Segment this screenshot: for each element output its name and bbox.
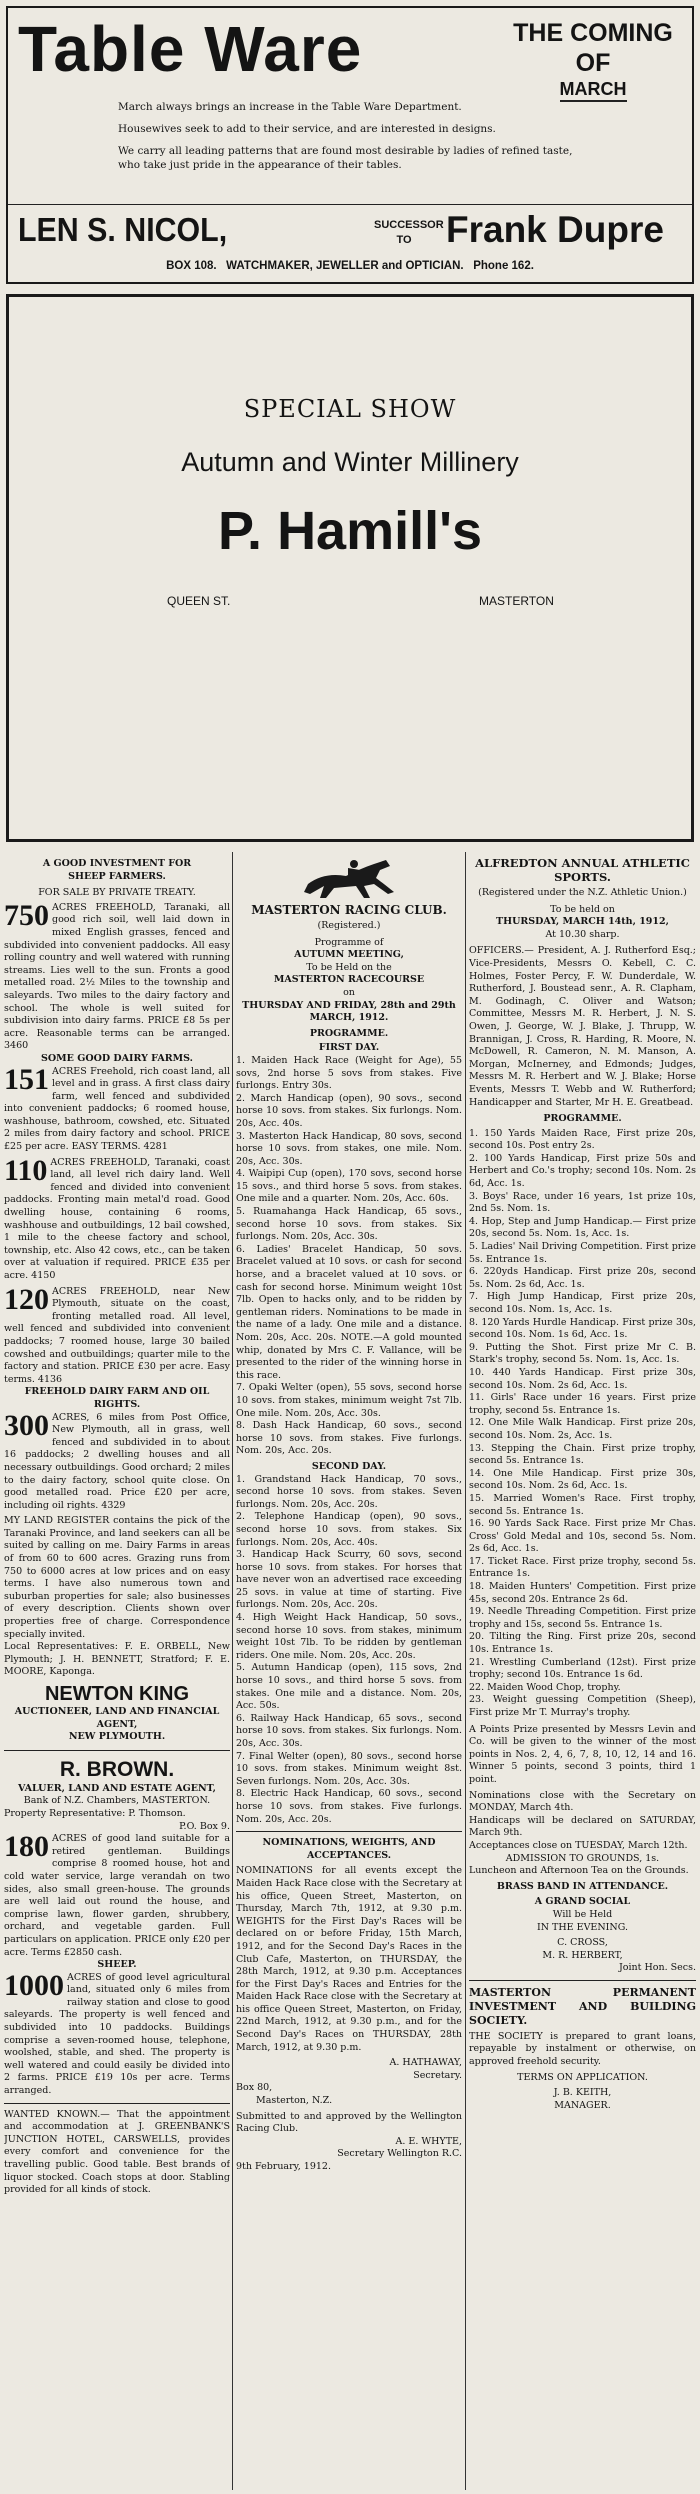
listing-text: ACRES Freehold, rich coast land, all level and in grass. A first class dairy farm, well fenced and subdivided into convenient paddocks; 6 roomed house, washhouse, bathroom, cowshed, etc. Situated 2 miles from dairy factory and school. PRICE £25 per acre. EASY TERMS. 4281 xyxy=(4,1065,230,1153)
sports-event: 20. Tilting the Ring. First prize 20s, second 10s. Entrance 1s. xyxy=(469,1631,696,1656)
sports-event: 4. Hop, Step and Jump Handicap.— First prize 20s, second 5s. Nom. 1s, Acc. 1s. xyxy=(469,1215,696,1240)
hamill-street: QUEEN ST. xyxy=(167,594,231,608)
sports-event: 22. Maiden Wood Chop, trophy. xyxy=(469,1681,621,1693)
brown-rep: Property Representative: P. Thomson. xyxy=(4,1807,186,1819)
dupre-name: Frank Dupre xyxy=(446,209,664,250)
acreage-180: 180 xyxy=(4,1830,49,1864)
grand-social: A GRAND SOCIAL xyxy=(534,1896,631,1908)
sports-events xyxy=(469,1128,696,1720)
brass-band: BRASS BAND IN ATTENDANCE. xyxy=(496,1880,669,1892)
private-treaty: FOR SALE BY PRIVATE TREATY. xyxy=(38,887,196,899)
race-event: 4. Waipipi Cup (open), 170 sovs, second horse 15 sovs., and third horse 5 sovs. from stakes. One mile and a quarter. Nom. 20s, Acc. 60s. xyxy=(236,1168,462,1205)
sports-event: 16. 90 Yards Sack Race. First prize Mr Chas. Cross' Gold Medal and 10s, second 5s. Nom. 2s 6d, Acc. 1s. xyxy=(469,1518,696,1555)
in-the-evening: IN THE EVENING. xyxy=(536,1921,629,1933)
coming-line: THE COMING OF xyxy=(513,19,673,77)
listing-text: ACRES of good land suitable for a retired gentleman. Buildings comprise 8 roomed house, hot and cold water service, large verandah on two sides, also small green-house. The grounds are well laid out round the house, and comprise lawn, flower garden, shrubbery, orchard, and vegetable garden. Full particulars on application. PRICE only £20 per acre. Terms £2850 cash. xyxy=(4,1833,230,1958)
race-event: 6. Railway Hack Handicap, 65 sovs., second horse 10 sovs. from stakes. Six furlongs. Nom. 20s, Acc. 30s. xyxy=(236,1712,462,1749)
millinery-line: Autumn and Winter Millinery xyxy=(181,447,519,477)
coming-of-march xyxy=(498,18,688,102)
prog-on: on xyxy=(343,986,355,998)
sports-event: 13. Stepping the Chain. First prize trophy, second 5s. Entrance 1s. xyxy=(469,1442,696,1467)
dairy-heading: SOME GOOD DAIRY FARMS. xyxy=(41,1052,193,1064)
sports-event: 17. Ticket Race. First prize trophy, second 5s. Entrance 1s. xyxy=(469,1555,696,1580)
listing-110 xyxy=(4,1153,230,1283)
sports-event: 7. High Jump Handicap, First prize 20s, second 10s. Nom. 1s, Acc. 1s. xyxy=(469,1291,696,1315)
club-registered: (Registered.) xyxy=(317,920,381,931)
held-on: To be held on xyxy=(550,903,615,915)
tableware-title: Table Ware xyxy=(18,13,363,85)
divider xyxy=(4,1750,230,1751)
keith-name: J. B. KEITH, xyxy=(553,2087,612,2099)
special-show: SPECIAL SHOW xyxy=(243,395,457,423)
listing-text: ACRES FREEHOLD, Taranaki, coast land, all level rich dairy land. Well fenced and divided into convenient paddocks. Fronting main metal'd road. Good dwelling house, containing 6 rooms, washhouse and outbuildings, 12 bail cowshed, 1 mile to the cheese factory and school, township, etc. Also 42 cows, etc., can be taken over at valuation if required. PRICE £35 per acre. 4150 xyxy=(4,1156,230,1281)
column-land-agents xyxy=(4,852,230,2490)
listing-300 xyxy=(4,1408,230,1513)
sports-programme: PROGRAMME. xyxy=(543,1113,622,1125)
tableware-para: Housewives seek to add to their service, and are interested in designs. xyxy=(118,123,496,135)
hamill-town: MASTERTON xyxy=(479,594,554,608)
sports-date: THURSDAY, MARCH 14th, 1912, xyxy=(496,916,669,928)
programme-heading: PROGRAMME. xyxy=(309,1027,389,1039)
sports-event: 12. One Mile Walk Handicap. First prize 20s, second 10s. Nom. 2s, Acc. 1s. xyxy=(469,1417,696,1441)
race-event: 8. Electric Hack Handicap, 60 sovs., second horse 10 sovs. from stakes. Five furlongs. Nom. 20s, Acc. 20s. xyxy=(236,1788,462,1825)
acreage-1000: 1000 xyxy=(4,1968,64,2002)
listing-text: ACRES FREEHOLD, Taranaki, all good rich soil, well laid down in mixed English grasses, fenced and subdivided into convenient paddocks. All easy rolling country and well watered with running streams. Lies well to the sun. Fronts a good metalled road. 2½ Miles to the township and saleyards. Two miles to the dairy factory and school. The whole is well suited for subdivision into dairy farms. PRICE £8 5s per acre. Reasonable terms can be arranged. 3460 xyxy=(4,901,230,1052)
points-prize: A Points Prize presented by Messrs Levin and Co. will be given to the winner of the most points in Nos. 2, 4, 6, 7, 8, 10, 12, 14 and 16. Winner 5 points, second 3 points, third 1 point. xyxy=(469,1723,696,1785)
column-rule xyxy=(465,852,466,2490)
newton-subtitle: AUCTIONEER, LAND AND FINANCIAL AGENT, xyxy=(14,1706,220,1730)
race-event: 6. Ladies' Bracelet Handicap, 50 sovs. Bracelet valued at 10 sovs. or cash for second horse, and a bracelet valued at 10 sovs. or cash for second horse. Minimum weight 10st 7lb. Open to hacks only, and to be ridden by gentleman riders. Nominations to be made in the name of a lady. One mile and a distance. Nom. 20s, Acc. 20s. NOTE.—A gold mounted whip, donated by Mrs C. F. Vallance, will be presented to the rider of the winning horse in this race. xyxy=(236,1243,462,1381)
divider xyxy=(4,2103,230,2104)
march-line: MARCH xyxy=(560,78,627,102)
second-day: SECOND DAY. xyxy=(311,1460,387,1472)
listing-180 xyxy=(4,1830,230,1959)
handicaps-declared: Handicaps will be declared on SATURDAY, March 9th. xyxy=(469,1814,696,1839)
newton-king: NEWTON KING xyxy=(44,1683,190,1705)
brown-subtitle: VALUER, LAND AND ESTATE AGENT, xyxy=(18,1782,216,1794)
nicol-name: LEN S. NICOL, xyxy=(18,211,228,248)
brown-address: Bank of N.Z. Chambers, MASTERTON. xyxy=(23,1795,211,1807)
first-day: FIRST DAY. xyxy=(318,1042,380,1054)
race-event: 8. Dash Hack Handicap, 60 sovs., second horse 10 sovs. from stakes. Five furlongs. Nom. 20s, Acc. 20s. xyxy=(236,1420,462,1457)
acreage-151: 151 xyxy=(4,1062,49,1096)
luncheon: Luncheon and Afternoon Tea on the Grounds. xyxy=(469,1865,689,1877)
sports-event: 11. Girls' Race under 16 years. First prize trophy, second 5s. Entrance 1s. xyxy=(469,1392,696,1416)
sports-title: ALFREDTON ANNUAL ATHLETIC SPORTS. xyxy=(475,856,690,884)
racecourse: MASTERTON RACECOURSE xyxy=(273,974,425,986)
day1-events xyxy=(236,1055,462,1458)
race-event: 3. Masterton Hack Handicap, 80 sovs, second horse 10 sovs. from stakes, one mile. Nom. 20s, Acc. 30s. xyxy=(236,1130,462,1167)
submitted-note: Submitted to and approved by the Wellington Racing Club. xyxy=(236,2110,462,2135)
brown-name: R. BROWN. xyxy=(59,1757,175,1781)
land-register: MY LAND REGISTER contains the pick of the Taranaki Province, and land seekers can all be suited by calling on me. Dairy Farms in areas of from 60 to 600 acres. Grazing runs from 750 to 6000 acres at low prices and on easy terms. I have also numerous town and suburban properties for sale; also businesses of every description. Clients shown over properties free of charge. Correspondence specially invited. xyxy=(4,1515,230,1640)
brown-box: P.O. Box 9. xyxy=(179,1820,230,1832)
tableware-footer: BOX 108. WATCHMAKER, JEWELLER and OPTICIAN. Phone 162. xyxy=(166,260,534,272)
officers: OFFICERS.— President, A. J. Rutherford Esq.; Vice-Presidents, Messrs O. Kebell, C. C. Holmes, Foster Percy, F. W. Dunderdale, W. Rutherford, J. Boustead senr., A. R. Clapham, M. Godinagh, C. Oliver and Watson; Committee, Messrs M. R. Herbert, J. N. S. Owen, J. George, W. J. Blake, J. Thrupp, W. Brannigan, J. Cross, R. Harding, R. Moore, N. McDowell, R. Cameron, N. M. Manson, A. Morgan, McInerney, and Edmonds; Judges, Messrs M. R. Herbert and W. J. Blake; Horse Events, Messrs T. Webb and W. Rutherford; Handicapper and Starter, Mr H. E. Greatbead. xyxy=(469,945,696,1108)
nominations-text: NOMINATIONS for all events except the Maiden Hack Race close with the Secretary at his office, Queen Street, Masterton, on Thursday, March 7th, 1912, at 9.30 p.m. WEIGHTS for the First Day's Races will be declared on or before Friday, 15th March, 1912, and for the Second Day's Races in the Club Cafe, Masterton, on THURSDAY, the 28th March, 1912, at 9.30 p.m. Acceptances for the First Day's Races and Entries for the Maiden Hack Race close with the Secretary at his office Queen Street, Masterton, on Friday, 22nd March, 1912, at 9.30 p.m., and for the Second Day's Races on THURSDAY, 28th March, 1912, at 9.30 p.m. xyxy=(236,1865,462,2053)
sports-event: 3. Boys' Race, under 16 years, 1st prize 10s, 2nd 5s. Nom. 1s. xyxy=(469,1190,696,1215)
nominations-close: Nominations close with the Secretary on MONDAY, March 4th. xyxy=(469,1789,696,1814)
prog-line: Programme of xyxy=(314,936,384,948)
race-dates: THURSDAY AND FRIDAY, 28th and 29th MARCH, 1912. xyxy=(242,999,456,1024)
freehold-heading: FREEHOLD DAIRY FARM AND OIL RIGHTS. xyxy=(24,1386,210,1410)
sports-event: 8. 120 Yards Hurdle Handicap. First prize 30s, second 10s. Nom. 1s 6d, Acc. 1s. xyxy=(469,1316,696,1341)
listing-text: ACRES of good level agricultural land, situated only 6 miles from railway station and close to good saleyards. The property is well fenced and subdivided into 10 paddocks. Buildings comprise a seven-roomed house, telephone, woolshed, stable, and shed. The property is well watered and could easily be divided into 2 farms. PRICE £19 10s per acre. Terms arranged. xyxy=(4,1971,230,2097)
club-name: MASTERTON RACING CLUB. xyxy=(251,903,447,917)
tableware-para: We carry all leading patterns that are found most desirable by ladies of refined taste, who take just pride in the appearance of their tables. xyxy=(118,145,573,171)
sports-event: 2. 100 Yards Handicap, First prize 50s and Herbert and Co.'s trophy; second 10s. Nom. 2s 6d, Acc. 1s. xyxy=(469,1152,696,1190)
race-event: 2. Telephone Handicap (open), 90 sovs., second horse 10 sovs. from stakes. Six furlongs. Nom. 20s, Acc. 40s. xyxy=(236,1511,462,1548)
newton-town: NEW PLYMOUTH. xyxy=(68,1731,166,1743)
secretary-name: A. HATHAWAY, xyxy=(389,2057,462,2069)
approval-date: 9th February, 1912. xyxy=(236,2161,331,2172)
acreage-750: 750 xyxy=(4,898,49,932)
secretary-cross: C. CROSS, xyxy=(557,1937,608,1949)
sports-event: 19. Needle Threading Competition. First prize trophy and 15s, second 5s. Entrance 1s. xyxy=(469,1606,696,1630)
secretary-herbert: M. R. HERBERT, xyxy=(542,1949,623,1961)
race-event: 5. Autumn Handicap (open), 115 sovs, 2nd horse 10 sovs., and third horse 5 sovs. from stakes. One mile and a distance. Nom. 20s, Acc. 50s. xyxy=(236,1662,462,1712)
listing-120 xyxy=(4,1282,230,1387)
nominations-heading: NOMINATIONS, WEIGHTS, AND ACCEPTANCES. xyxy=(262,1837,436,1861)
sports-time: At 10.30 sharp. xyxy=(545,928,620,940)
manager-title: MANAGER. xyxy=(554,2099,611,2111)
wanted-known: WANTED KNOWN.— That the appointment and accommodation at J. GREENBANK'S JUNCTION HOTEL, CARSWELLS, provides every comfort and convenience for the travelling public. Good table. Best brands of liquor stocked. Coach stops at door. Stabling provided for all kinds of stock. xyxy=(4,2108,230,2196)
race-event: 1. Grandstand Hack Handicap, 70 sovs., second horse 10 sovs. from stakes. Seven furlongs. Nom. 20s, Acc. 20s. xyxy=(236,1473,462,1510)
race-event: 7. Final Welter (open), 80 sovs., second horse 10 sovs. from stakes. Minimum weight 8st. Seven furlongs. Nom. 20s, Acc. 30s. xyxy=(236,1750,462,1787)
sports-event: 5. Ladies' Nail Driving Competition. First prize 5s. Entrance 1s. xyxy=(469,1241,696,1265)
box-number: Box 80, xyxy=(236,2082,273,2094)
admission: ADMISSION TO GROUNDS, 1s. xyxy=(505,1852,660,1864)
sports-event: 23. Weight guessing Competition (Sheep), First prize Mr T. Murray's trophy. xyxy=(469,1694,696,1718)
club-place: Masterton, N.Z. xyxy=(256,2095,333,2107)
sports-event: 21. Wrestling Cumberland (12st). First prize trophy; second 10s. Entrance 1s 6d. xyxy=(469,1656,696,1681)
permanent-society-title: MASTERTON PERMANENT INVESTMENT AND BUILDING SOCIETY. xyxy=(469,1985,696,2027)
listing-750 xyxy=(4,898,230,1053)
divider xyxy=(469,1980,696,1981)
race-event: 5. Ruamahanga Hack Handicap, 65 sovs., second horse 10 sovs. from stakes. Six furlongs. Nom. 20s, Acc. 30s. xyxy=(236,1206,462,1243)
acreage-300: 300 xyxy=(4,1408,49,1442)
social-held: Will be Held xyxy=(552,1908,613,1920)
day2-events xyxy=(236,1474,462,1827)
investment-heading-line: A GOOD INVESTMENT FOR xyxy=(42,858,192,869)
sports-event: 9. Putting the Shot. First prize Mr C. B. Stark's trophy, second 5s. Nom. 1s, Acc. 1s. xyxy=(469,1341,696,1366)
approver-name: A. E. WHYTE, xyxy=(395,2135,462,2147)
race-event: 4. High Weight Hack Handicap, 50 sovs., second horse 10 sovs. from stakes, minimum weight 10st 7lb. To be ridden by gentleman riders. One mile. Nom. 20s, Acc. 20s. xyxy=(236,1612,462,1661)
listing-text: ACRES, 6 miles from Post Office, New Plymouth, all in grass, well fenced and subdivided in to about 16 paddocks; 2 dwelling houses and all necessary outbuildings. Good orchard; 2 miles to the dairy factory, school quite close. On good metalled road. Price £20 per acre, including oil rights. 4329 xyxy=(4,1411,230,1511)
hamill-name: P. Hamill's xyxy=(218,501,482,561)
column-racing-club xyxy=(236,852,462,2490)
race-event: 1. Maiden Hack Race (Weight for Age), 55 sovs, 2nd horse 5 sovs from stakes. Five furlongs. Entry 30s. xyxy=(236,1054,462,1092)
column-rule xyxy=(232,852,233,2490)
joint-secs: Joint Hon. Secs. xyxy=(618,1962,696,1974)
race-event: 7. Opaki Welter (open), 55 sovs, second horse 10 sovs. from stakes, minimum weight 7st 7lb. One mile. Nom. 20s, Acc. 30s. xyxy=(236,1382,462,1419)
sports-event: 14. One Mile Handicap. First prize 30s, second 10s. Nom. 2s 6d, Acc. 1s. xyxy=(469,1467,696,1492)
tableware-para: March always brings an increase in the Table Ware Department. xyxy=(118,101,462,113)
sports-event: 6. 220yds Handicap. First prize 20s, second 5s. Nom. 2s 6d, Acc. 1s. xyxy=(469,1266,696,1290)
sports-event: 15. Married Women's Race. First trophy, second 5s. Entrance 1s. xyxy=(469,1492,696,1517)
race-event: 3. Handicap Hack Scurry, 60 sovs, second horse 10 sovs. from stakes. For horses that have never won an advertised race exceeding 25 sovs. in value at time of starting. Five furlongs. Nom. 20s, Acc. 20s. xyxy=(236,1549,462,1611)
terms-on-application: TERMS ON APPLICATION. xyxy=(517,2071,648,2083)
autumn-meeting: AUTUMN MEETING, xyxy=(294,949,404,961)
local-reps: Local Representatives: F. E. ORBELL, New Plymouth; J. H. BENNETT, Stratford; F. E. MOORE, Kaponga. xyxy=(4,1641,230,1678)
investment-heading-line: SHEEP FARMERS. xyxy=(68,870,166,882)
secretary-title: Secretary. xyxy=(413,2069,462,2081)
approver-title: Secretary Wellington R.C. xyxy=(337,2148,462,2160)
tableware-ad xyxy=(6,6,694,284)
acceptances-close: Acceptances close on TUESDAY, March 12th. xyxy=(469,1839,688,1851)
divider xyxy=(236,1831,462,1832)
listing-151 xyxy=(4,1062,230,1154)
prog-line: To be Held on the xyxy=(306,961,392,973)
sports-registered: (Registered under the N.Z. Athletic Union.) xyxy=(478,887,687,898)
acreage-120: 120 xyxy=(4,1282,49,1316)
race-event: 2. March Handicap (open), 90 sovs., second horse 10 sovs. from stakes. Six furlongs. Nom. 20s, Acc. 40s. xyxy=(236,1092,462,1129)
tableware-rule xyxy=(8,204,692,205)
listing-1000 xyxy=(4,1968,230,2098)
sheep-heading: SHEEP. xyxy=(97,1959,137,1971)
sports-event: 10. 440 Yards Handicap. First prize 30s, second 10s. Nom. 2s 6d, Acc. 1s. xyxy=(469,1366,696,1391)
permanent-society-text: THE SOCIETY is prepared to grant loans, repayable by instalment or otherwise, on approved freehold security. xyxy=(469,2030,696,2068)
racehorse-icon xyxy=(294,854,404,900)
successor-label: SUCCESSOR TO xyxy=(374,219,444,246)
sports-event: 18. Maiden Hunters' Competition. First prize 45s, second 20s. Entrance 2s 6d. xyxy=(469,1581,696,1605)
investment-heading xyxy=(4,858,230,883)
sports-event: 1. 150 Yards Maiden Race, First prize 20s, second 10s. Post entry 2s. xyxy=(469,1127,696,1152)
listing-text: ACRES FREEHOLD, near New Plymouth, situate on the coast, fronting metalled road. All level, well fenced and subdivided into convenient paddocks; 7 roomed house, large 30 bailed cowshed and outbuildings; quarter mile to the factory and station. PRICE £30 per acre. Easy terms. 4136 xyxy=(4,1285,230,1385)
column-sports xyxy=(469,852,696,2490)
tableware-body xyxy=(118,100,578,172)
hamill-ad xyxy=(6,294,694,842)
acreage-110: 110 xyxy=(4,1153,48,1187)
